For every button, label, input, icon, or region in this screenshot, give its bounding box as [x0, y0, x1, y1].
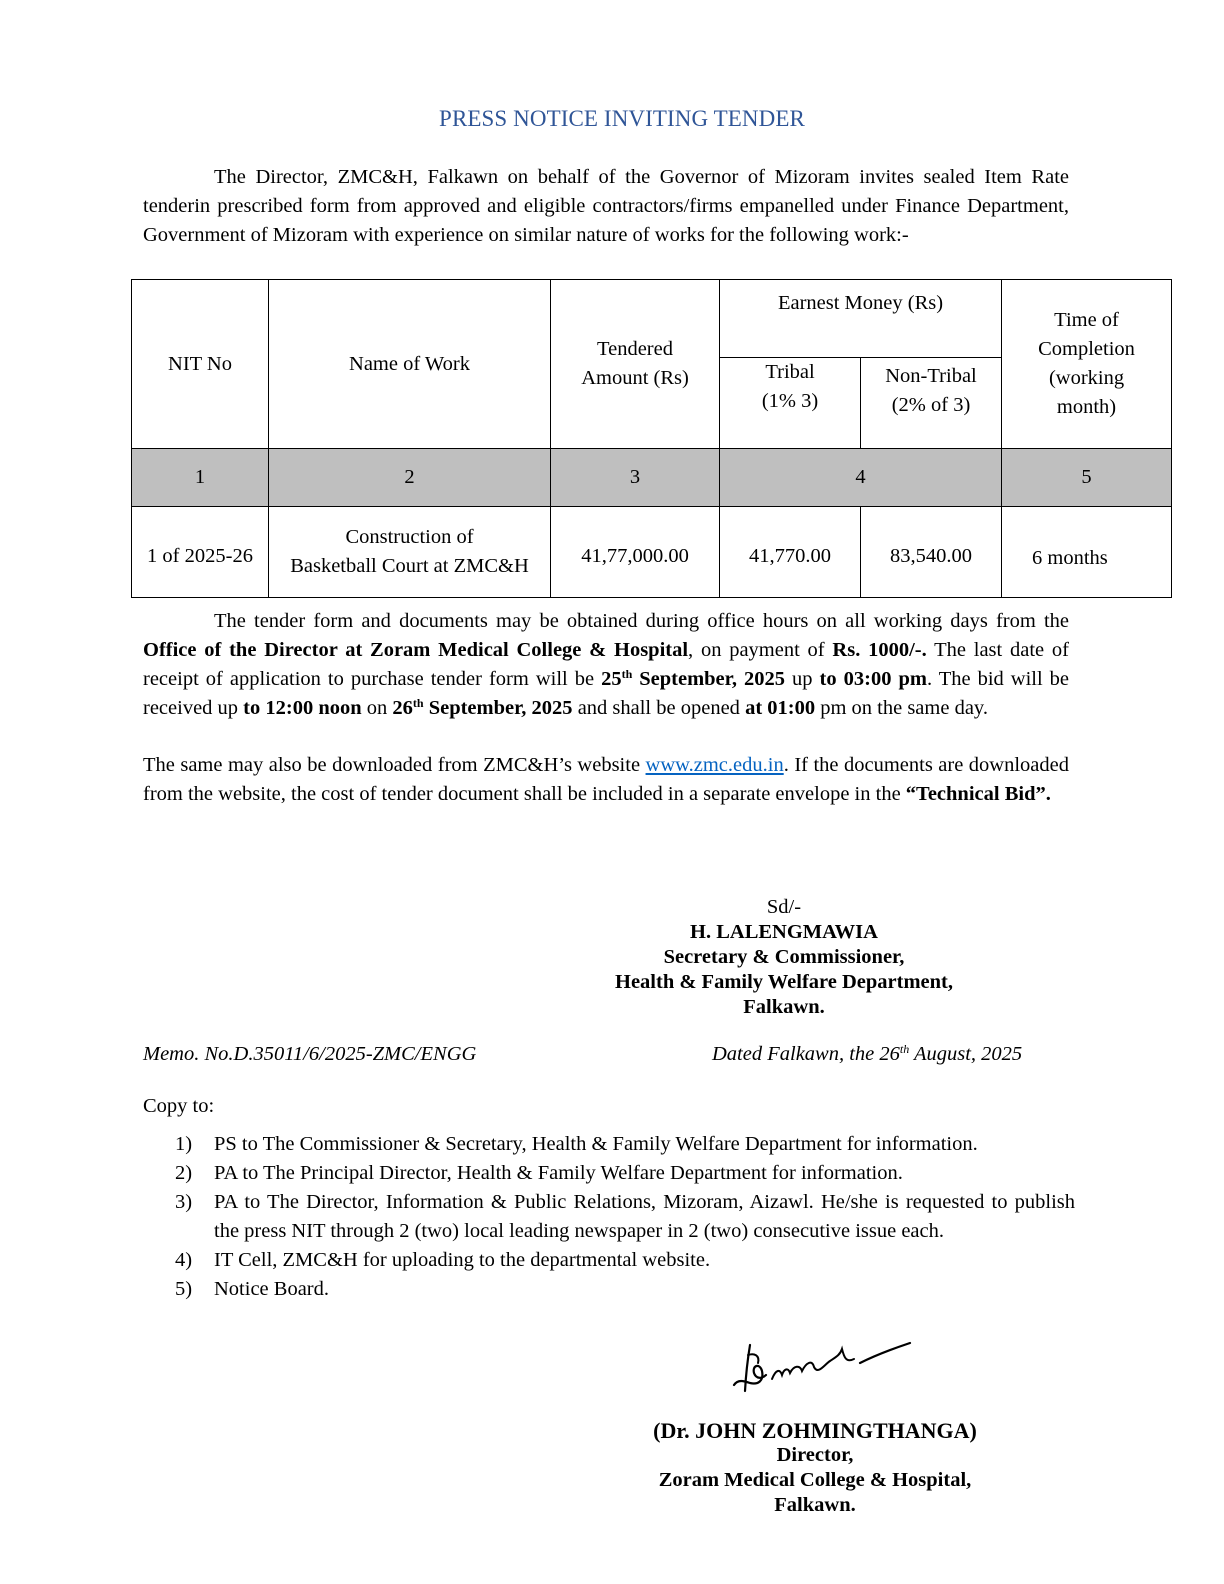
date-suffix: August, 2025 [909, 1043, 1023, 1065]
copy-to-label: Copy to: [143, 1095, 215, 1117]
column-number: 2 [269, 449, 551, 507]
intro-paragraph: The Director, ZMC&H, Falkawn on behalf of the Governor of Mizoram invites sealed Item Rate tenderin prescribed form from approved and eligible contractors/firms empanelled under Finance Department, Government of Mizoram with experience on similar nature of works for the following work:- [143, 166, 1069, 246]
signature-block-director [615, 1418, 1015, 1518]
sd-mark: Sd/- [766, 896, 802, 918]
header-non-tribal [861, 358, 1002, 449]
office-name: Office of the Director at Zoram Medical College & Hospital [143, 639, 689, 661]
date-prefix: Dated Falkawn, the 26 [712, 1043, 900, 1065]
header-name-of-work: Name of Work [269, 280, 551, 449]
cell-non-tribal: 83,540.00 [861, 507, 1002, 598]
page-title: PRESS NOTICE INVITING TENDER [439, 106, 805, 131]
cell-name-of-work-line1: Construction of [345, 526, 474, 548]
table-header-row [132, 280, 1172, 358]
technical-bid: “Technical Bid”. [905, 783, 1051, 805]
signatory-place: Falkawn. [743, 996, 825, 1018]
last-date [601, 668, 785, 690]
memo-number: Memo. No.D.35011/6/2025-ZMC/ENGG [143, 1043, 477, 1065]
text: pm on the same day. [815, 697, 988, 719]
header-earnest-money: Earnest Money (Rs) [720, 280, 1002, 358]
header-time-of-completion-label: Time of Completion (working month) [1038, 309, 1135, 418]
item-number: 5) [175, 1278, 193, 1300]
text: . The bid will be received up [143, 668, 1070, 719]
list-item [175, 1275, 1075, 1304]
text: up [785, 668, 820, 690]
cell-name-of-work [269, 507, 551, 598]
text: , on payment of [688, 639, 833, 661]
item-number: 2) [175, 1162, 193, 1184]
body-paragraph [143, 607, 1069, 723]
ordinal: th [621, 667, 633, 681]
bid-time: to 12:00 noon [243, 697, 362, 719]
day: 25 [601, 668, 622, 690]
opening-time: at 01:00 [745, 697, 816, 719]
text: The tender form and documents may be obtained during office hours on all working days from the [214, 610, 1069, 632]
download-paragraph [143, 751, 1069, 809]
cell-tendered-amount: 41,77,000.00 [551, 507, 720, 598]
cell-nit-no: 1 of 2025-26 [132, 507, 269, 598]
director-institution: Zoram Medical College & Hospital, [658, 1469, 972, 1491]
item-number: 3) [175, 1191, 193, 1213]
column-number: 5 [1002, 449, 1172, 507]
director-designation: Director, [776, 1444, 854, 1466]
text: and shall be opened [572, 697, 746, 719]
item-text: PA to The Principal Director, Health & Family Welfare Department for information. [214, 1162, 903, 1184]
header-tribal [720, 358, 861, 449]
month-year: September, 2025 [632, 668, 786, 690]
header-tendered-amount-label: Tendered Amount (Rs) [581, 338, 689, 389]
month-year: September, 2025 [423, 697, 573, 719]
column-number: 3 [551, 449, 720, 507]
signatory-name: H. LALENGMAWIA [690, 921, 878, 943]
bid-date [392, 697, 572, 719]
text: . If the documents are downloaded from the website, the cost of tender document shall be included in a separate envelope in the [143, 754, 1069, 805]
director-name: (Dr. JOHN ZOHMINGTHANGA) [653, 1418, 977, 1443]
item-text: IT Cell, ZMC&H for uploading to the departmental website. [214, 1249, 711, 1271]
column-number: 1 [132, 449, 269, 507]
director-place: Falkawn. [774, 1494, 856, 1516]
handwritten-signature-icon [728, 1335, 918, 1395]
item-text: PS to The Commissioner & Secretary, Health & Family Welfare Department for information. [214, 1133, 978, 1155]
column-number: 4 [720, 449, 1002, 507]
last-time: to 03:00 pm [819, 668, 927, 690]
copy-to-list [175, 1130, 1075, 1304]
tender-table [131, 279, 1172, 598]
text: on [361, 697, 393, 719]
signatory-designation: Secretary & Commissioner, [663, 946, 905, 968]
list-item [175, 1130, 1075, 1159]
column-number-row [132, 449, 1172, 507]
header-non-tribal-label: Non-Tribal (2% of 3) [885, 365, 977, 416]
fee-amount: Rs. 1000/-. [832, 639, 927, 661]
cell-name-of-work-line2: Basketball Court at ZMC&H [290, 555, 529, 577]
header-tendered-amount [551, 280, 720, 449]
list-item [175, 1246, 1075, 1275]
item-number: 1) [175, 1133, 193, 1155]
table-row [132, 507, 1172, 598]
list-item [175, 1159, 1075, 1188]
ordinal: th [412, 696, 424, 710]
ordinal: th [899, 1042, 910, 1056]
signature-block-secretary [584, 895, 984, 1020]
list-item [175, 1188, 1075, 1246]
header-nit-no: NIT No [132, 280, 269, 449]
signatory-department: Health & Family Welfare Department, [615, 971, 953, 993]
day: 26 [392, 697, 413, 719]
memo-date [712, 1043, 1022, 1066]
header-tribal-label: Tribal (1% 3) [761, 361, 819, 412]
item-text: PA to The Director, Information & Public Relations, Mizoram, Aizawl. He/she is requested to publish the press NIT through 2 (two) local leading newspaper in 2 (two) consecutive issue each. [214, 1191, 1075, 1242]
header-time-of-completion [1002, 280, 1172, 449]
item-text: Notice Board. [214, 1278, 329, 1300]
item-number: 4) [175, 1249, 193, 1271]
website-link[interactable]: www.zmc.edu.in [645, 754, 784, 776]
text: The same may also be downloaded from ZMC&H’s website [143, 754, 646, 776]
text: The last date of receipt of application to purchase tender form will be [143, 639, 1069, 690]
cell-time-of-completion: 6 months [1002, 507, 1172, 598]
cell-tribal: 41,770.00 [720, 507, 861, 598]
